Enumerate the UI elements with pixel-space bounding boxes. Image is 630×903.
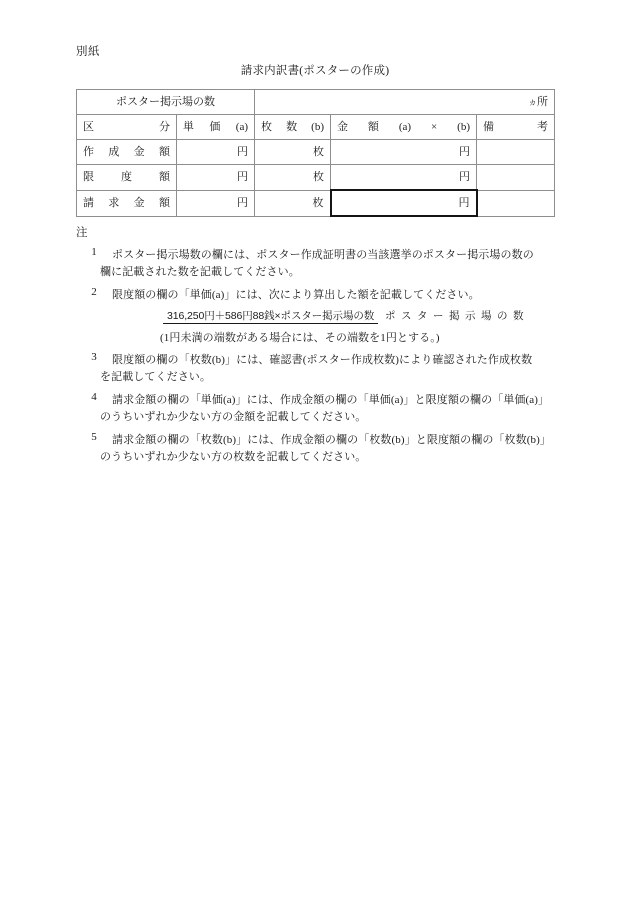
column-header-kubun: 区 分 bbox=[77, 115, 177, 140]
note-item-2 bbox=[76, 287, 570, 346]
note-item-1 bbox=[76, 247, 570, 281]
cell-remarks-claim[interactable] bbox=[477, 190, 555, 216]
cell-unit-price-creation[interactable]: 円 bbox=[177, 140, 255, 165]
table-header-row bbox=[77, 115, 555, 140]
note-item-4 bbox=[76, 392, 570, 426]
row-label-creation-amount: 作 成 金 額 bbox=[77, 140, 177, 165]
invoice-breakdown-table bbox=[76, 89, 555, 217]
column-header-unit-price: 単 価 (a) bbox=[177, 115, 255, 140]
table-row bbox=[77, 190, 555, 216]
column-header-amount: 金 額 (a) × (b) bbox=[331, 115, 477, 140]
column-header-remarks: 備 考 bbox=[477, 115, 555, 140]
cell-sheets-claim[interactable]: 枚 bbox=[255, 190, 331, 216]
column-header-sheets: 枚 数 (b) bbox=[255, 115, 331, 140]
poster-count-label: ポスター掲示場の数 bbox=[77, 90, 255, 115]
note-number: 1 bbox=[91, 245, 97, 258]
limit-unit-price-formula bbox=[112, 308, 570, 325]
note-text: 請求金額の欄の「単価(a)」には、作成金額の欄の「単価(a)」と限度額の欄の「単価(a)」 のうちいずれか少ない方の金額を記載してください。 bbox=[100, 394, 550, 424]
note-number: 3 bbox=[91, 351, 97, 364]
note-item-5 bbox=[76, 432, 570, 466]
table-row bbox=[77, 140, 555, 165]
cell-amount-claim[interactable]: 円 bbox=[331, 190, 477, 216]
formula-numerator: 316,250円＋586円88銭×ポスター掲示場の数 bbox=[163, 310, 378, 324]
cell-amount-limit[interactable]: 円 bbox=[331, 165, 477, 191]
note-number: 4 bbox=[91, 391, 97, 404]
cell-amount-creation[interactable]: 円 bbox=[331, 140, 477, 165]
cell-unit-price-claim[interactable]: 円 bbox=[177, 190, 255, 216]
attachment-label: 別紙 bbox=[76, 46, 100, 58]
note-text: 請求金額の欄の「枚数(b)」には、作成金額の欄の「枚数(b)」と限度額の欄の「枚数(b)」 のうちいずれか少ない方の枚数を記載してください。 bbox=[100, 434, 551, 464]
notes-heading: 注 bbox=[76, 227, 88, 239]
cell-unit-price-limit[interactable]: 円 bbox=[177, 165, 255, 191]
note-number: 2 bbox=[91, 285, 97, 298]
unit-ka-label: ヵ bbox=[528, 96, 538, 107]
poster-count-input-cell[interactable] bbox=[255, 90, 555, 115]
note-item-3 bbox=[76, 352, 570, 386]
cell-sheets-limit[interactable]: 枚 bbox=[255, 165, 331, 191]
row-label-claim-amount: 請 求 金 額 bbox=[77, 190, 177, 216]
note-number: 5 bbox=[91, 431, 97, 444]
note-text: 限度額の欄の「枚数(b)」には、確認書(ポスター作成枚数)により確認された作成枚数 を記載してください。 bbox=[100, 354, 533, 384]
unit-sho-label: 所 bbox=[537, 95, 549, 108]
note-text: ポスター掲示場数の欄には、ポスター作成証明書の当該選挙のポスター掲示場の数の 欄に記載された数を記載してください。 bbox=[100, 248, 534, 278]
formula-denominator: ポスター掲示場の数 bbox=[385, 309, 530, 322]
table-row bbox=[77, 165, 555, 191]
note-text: 限度額の欄の「単価(a)」には、次により算出した額を記載してください。 316,250円＋586円88銭×ポスター掲示場の数 ポスター掲示場の数 (1円未満の端数がある場合には、その端数を1円とする。) bbox=[112, 287, 570, 346]
page-title: 請求内訳書(ポスターの作成) bbox=[240, 65, 390, 77]
cell-remarks-limit[interactable] bbox=[477, 165, 555, 191]
notes-section bbox=[76, 228, 570, 472]
cell-sheets-creation[interactable]: 枚 bbox=[255, 140, 331, 165]
formula-rounding-note: (1円未満の端数がある場合には、その端数を1円とする。) bbox=[160, 331, 440, 344]
row-label-limit-amount: 限 度 額 bbox=[77, 165, 177, 191]
cell-remarks-creation[interactable] bbox=[477, 140, 555, 165]
table-row-poster-count bbox=[77, 90, 555, 115]
